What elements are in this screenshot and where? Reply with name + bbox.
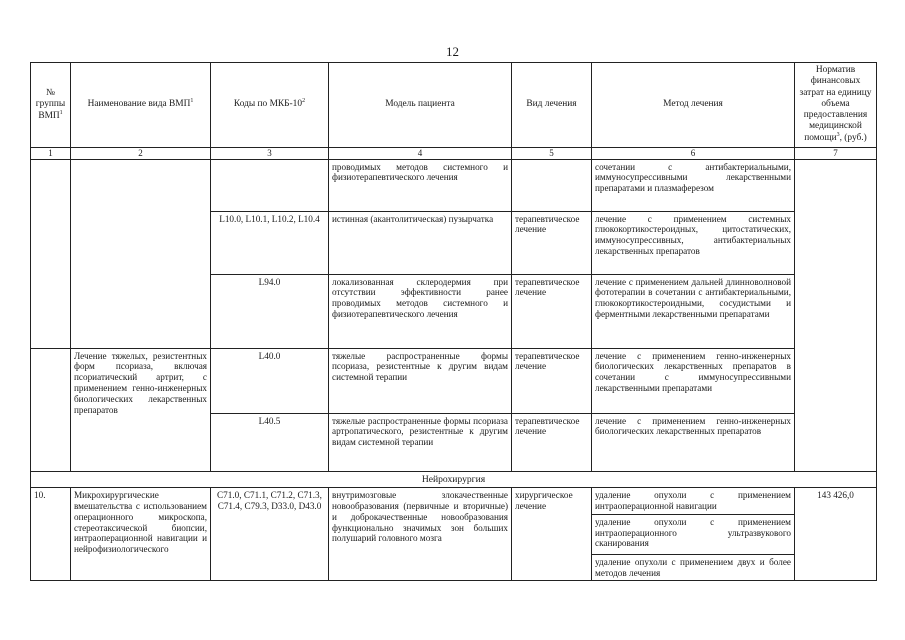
column-number: 4: [329, 148, 512, 160]
header-group: № группы ВМП$^1$: [31, 63, 71, 148]
model-cell: внутримозговые злокачественные новообразования (первичные и вторичные) и доброкачественные новообразования функционально значимых зон больших полушарий головного мозга: [329, 487, 512, 580]
method-cell: удаление опухоли с применением интраоперационной навигации: [592, 487, 795, 514]
name-cell: Микрохирургические вмешательства с использованием операционного микроскопа, стереотаксической биопсии, интраоперационной навигации и нейрофизиологического: [71, 487, 211, 580]
treatment-type-cell: [512, 159, 592, 211]
header-codes: Коды по МКБ-$10^2$: [211, 63, 329, 148]
name-cell: [71, 159, 211, 348]
table-row: [31, 487, 877, 514]
column-number-row: [31, 148, 877, 160]
name-cell: Лечение тяжелых, резистентных форм псориаза, включая псориатический артрит, с применением генно-инженерных биологических лекарственных препаратов: [71, 348, 211, 471]
model-cell: тяжелые распространенные формы псориаза артропатического, резистентные к другим видам системной терапии: [329, 413, 512, 471]
column-number: 3: [211, 148, 329, 160]
norm-value: 143 426,0: [795, 487, 877, 580]
treatment-type-cell: терапевтическое лечение: [512, 274, 592, 348]
group-cell: [31, 348, 71, 471]
column-number: 6: [592, 148, 795, 160]
codes-cell: C71.0, C71.1, C71.2, C71.3, C71.4, C79.3, D33.0, D43.0: [211, 487, 329, 580]
model-cell: локализованная склеродермия при отсутствии эффективности ранее проводимых методов системного и физиотерапевтического лечения: [329, 274, 512, 348]
codes-cell: L10.0, L10.1, L10.2, L10.4: [211, 211, 329, 274]
treatment-type-cell: хирургическое лечение: [512, 487, 592, 580]
codes-cell: [211, 159, 329, 211]
model-cell: проводимых методов системного и физиотерапевтического лечения: [329, 159, 512, 211]
codes-cell: L40.0: [211, 348, 329, 413]
table-row: [31, 159, 877, 211]
section-row: [31, 471, 877, 487]
table-header-row: [31, 63, 877, 148]
header-method: Метод лечения: [592, 63, 795, 148]
header-model: Модель пациента: [329, 63, 512, 148]
group-cell: [31, 159, 71, 348]
norm-cell: [795, 159, 877, 471]
treatment-type-cell: терапевтическое лечение: [512, 348, 592, 413]
column-number: 2: [71, 148, 211, 160]
page-number: 12: [446, 44, 459, 59]
method-cell: лечение с применением системных глюкокортикостероидных, цитостатических, иммуносупрессивных, антибактериальных лекарственных препаратов: [592, 211, 795, 274]
section-title: Нейрохирургия: [31, 471, 877, 487]
header-norm: Норматив финансовых затрат на единицу объема предоставления медицинской помощи$^3$, (руб.): [795, 63, 877, 148]
group-number: 10.: [31, 487, 71, 580]
column-number: 5: [512, 148, 592, 160]
vmp-table: [30, 62, 877, 581]
method-cell: лечение с применением генно-инженерных биологических лекарственных препаратов: [592, 413, 795, 471]
codes-cell: L94.0: [211, 274, 329, 348]
model-cell: истинная (акантолитическая) пузырчатка: [329, 211, 512, 274]
method-cell: удаление опухоли с применением интраоперационного ультразвукового сканирования: [592, 514, 795, 554]
header-name: Наименование вида ВМП$^1$: [71, 63, 211, 148]
codes-cell: L40.5: [211, 413, 329, 471]
method-cell: удаление опухоли с применением двух и более методов лечения: [592, 554, 795, 581]
column-number: 7: [795, 148, 877, 160]
method-cell: сочетании с антибактериальными, иммуносупрессивными лекарственными препаратами и плазмаферезом: [592, 159, 795, 211]
method-cell: лечение с применением дальней длинноволновой фототерапии в сочетании с антибактериальными, глюкокортикостероидными, сосудистыми и ферментными лекарственными препаратами: [592, 274, 795, 348]
header-treatment-type: Вид лечения: [512, 63, 592, 148]
model-cell: тяжелые распространенные формы псориаза, резистентные к другим видам системной терапии: [329, 348, 512, 413]
method-cell: лечение с применением генно-инженерных биологических лекарственных препаратов в сочетании с иммуносупрессивными лекарственными препаратами: [592, 348, 795, 413]
treatment-type-cell: терапевтическое лечение: [512, 211, 592, 274]
column-number: 1: [31, 148, 71, 160]
table-row: [31, 348, 877, 413]
treatment-type-cell: терапевтическое лечение: [512, 413, 592, 471]
